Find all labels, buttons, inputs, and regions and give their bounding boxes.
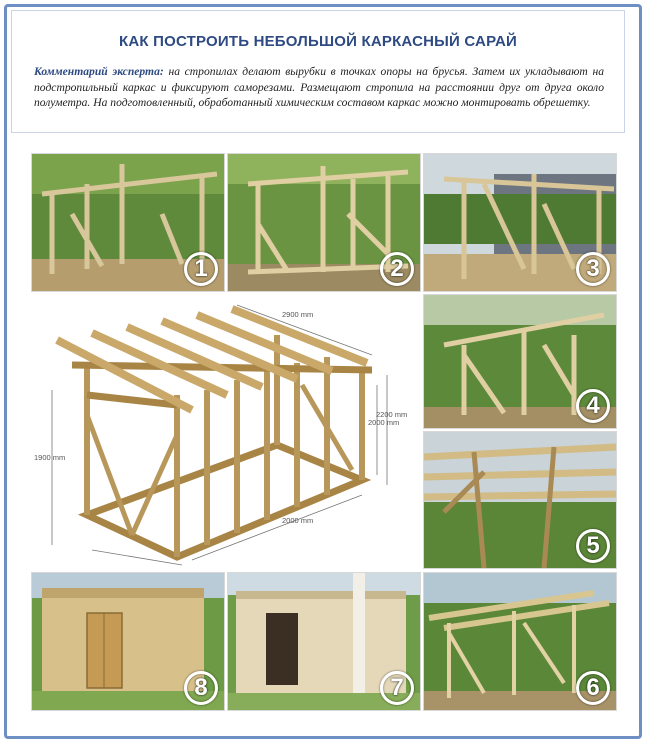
expert-comment <box>34 64 604 111</box>
shed-frame-diagram <box>32 295 420 568</box>
dim-length: 2900 mm <box>282 310 314 319</box>
step-number-badge: 4 <box>576 389 610 423</box>
header-box <box>11 10 625 133</box>
frame-diagram <box>31 294 421 569</box>
photo-step-2 <box>227 153 421 292</box>
step-number-badge: 3 <box>576 252 610 286</box>
step-number-badge: 6 <box>576 671 610 705</box>
dim-height-front: 2200 mm <box>376 410 408 419</box>
step-number-badge: 7 <box>380 671 414 705</box>
step-number-badge: 5 <box>576 529 610 563</box>
photo-step-5 <box>423 431 617 569</box>
photo-step-4 <box>423 294 617 429</box>
step-number-badge: 8 <box>184 671 218 705</box>
photo-step-1 <box>31 153 225 292</box>
dim-width: 2000 mm <box>282 516 314 525</box>
page-title: КАК ПОСТРОИТЬ НЕБОЛЬШОЙ КАРКАСНЫЙ САРАЙ <box>119 33 517 50</box>
expert-comment-text: на стропилах делают вырубки в точках опоры на брусья. Затем их укладывают на подстропильный каркас и фиксируют саморезами. Размещают стропила на расстоянии друг от друга около полуметра. На подготовленный, обработанный химическим составом каркас можно монтировать обрешетку. <box>34 65 604 109</box>
photo-step-8 <box>31 572 225 711</box>
photo-step-3 <box>423 153 617 292</box>
step-number-badge: 1 <box>184 252 218 286</box>
dim-height-back: 2000 mm <box>368 418 400 427</box>
expert-comment-label: Комментарий эксперта: <box>34 65 164 78</box>
step-number-badge: 2 <box>380 252 414 286</box>
photo-step-6 <box>423 572 617 711</box>
dim-height-left: 1900 mm <box>34 453 66 462</box>
photo-step-7 <box>227 572 421 711</box>
